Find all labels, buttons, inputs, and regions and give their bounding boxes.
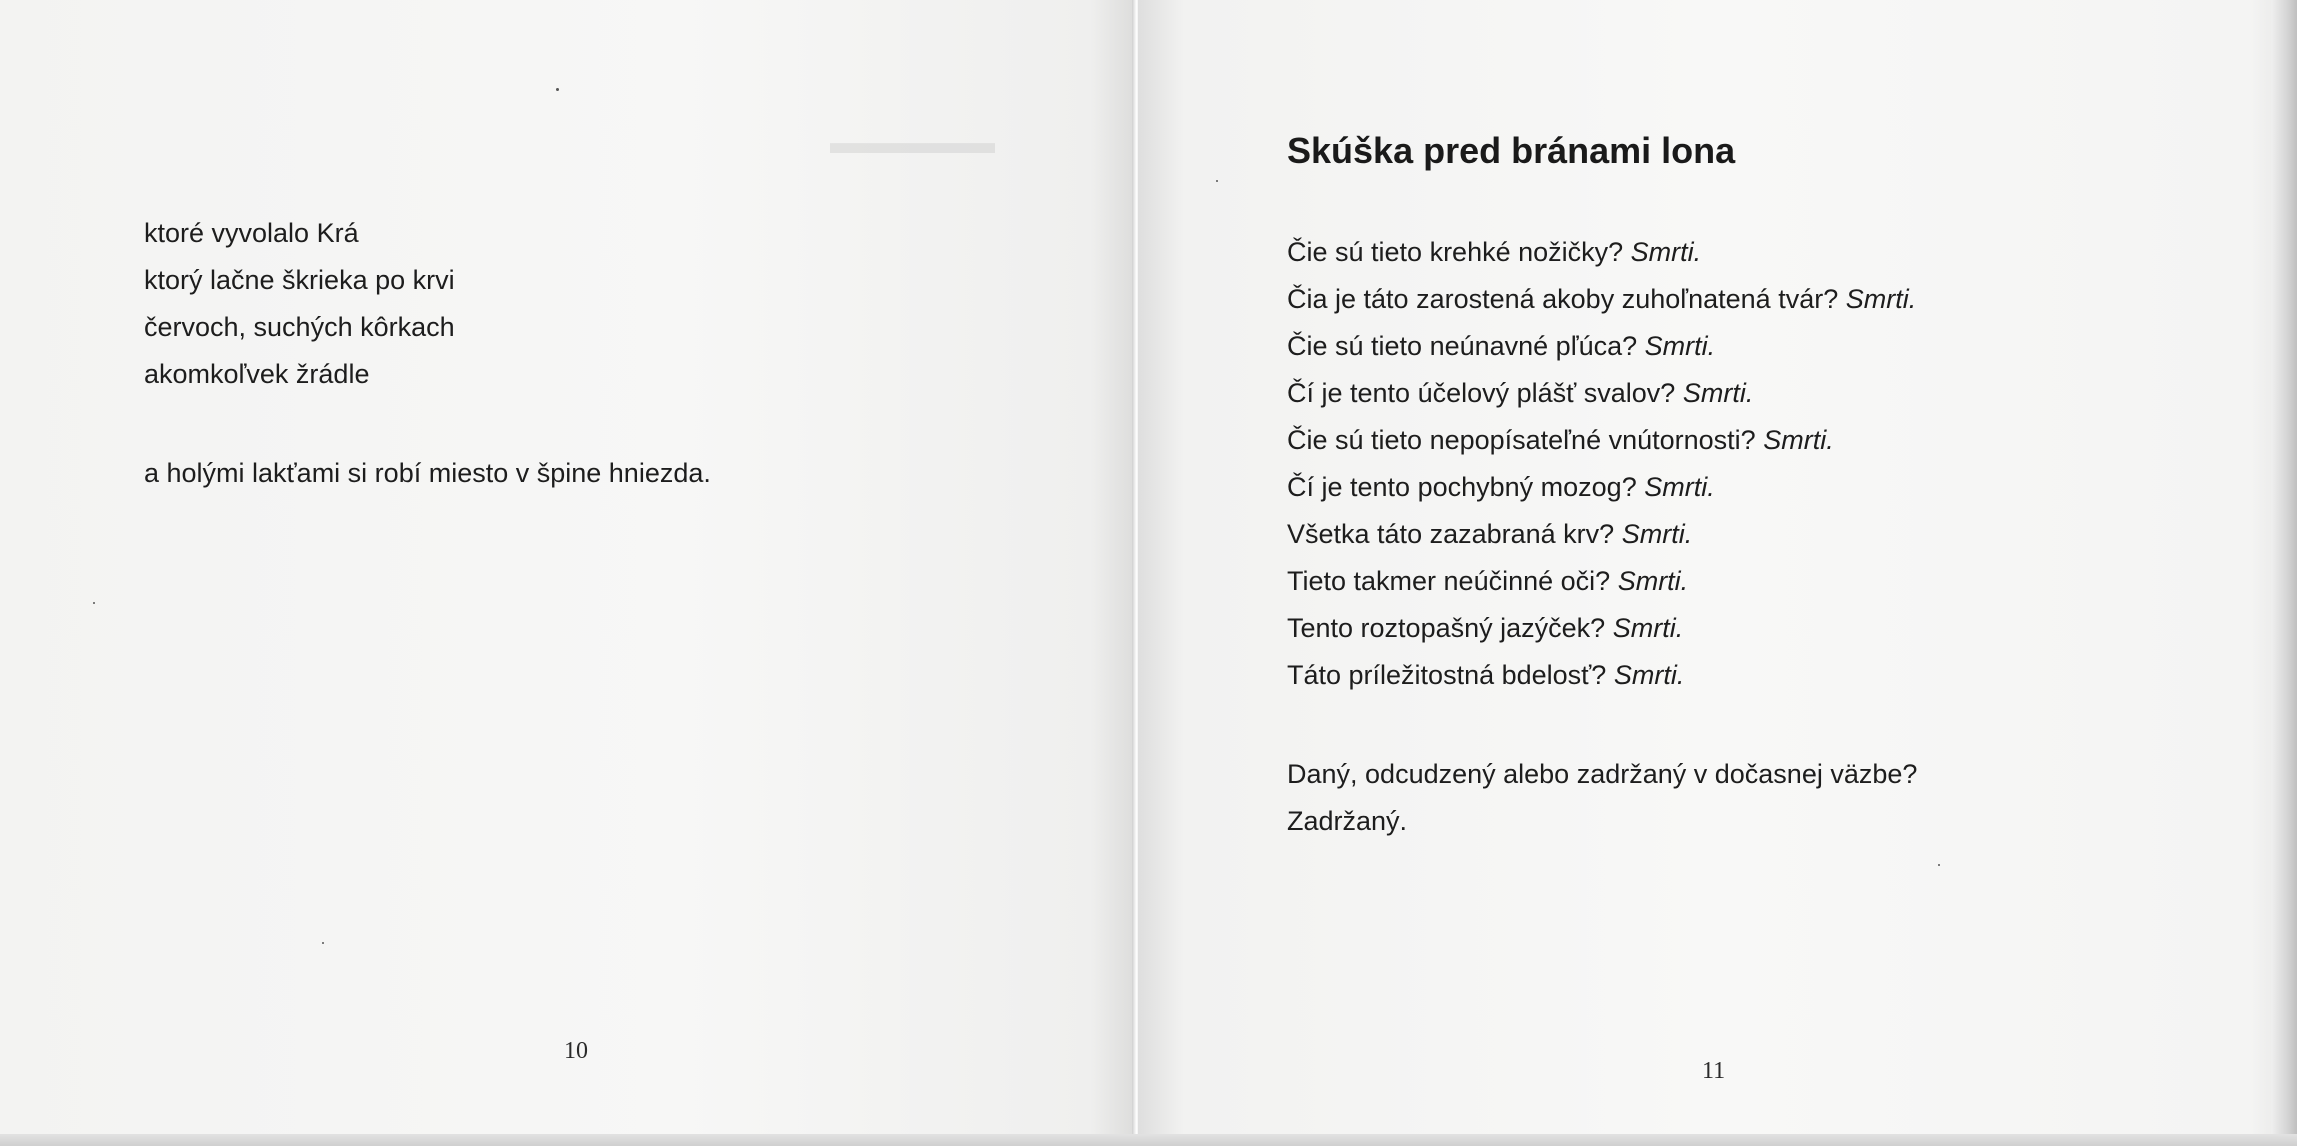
answer-text: Smrti.: [1617, 566, 1689, 596]
paper-speck: [556, 88, 559, 91]
paper-speck: [322, 942, 324, 944]
closing-stanza: [1287, 751, 2147, 845]
poem-line: akomkoľvek žrádle: [144, 359, 370, 389]
poem-line: ktoré vyvolalo Krá: [144, 218, 359, 248]
answer-text: Smrti.: [1621, 519, 1693, 549]
question-text: Čí je tento pochybný mozog?: [1287, 472, 1637, 502]
closing-line: Zadržaný.: [1287, 806, 1408, 836]
bleed-through-decoration: ▬▬▬▬▬: [830, 123, 995, 160]
question-text: Čia je táto zarostená akoby zuhoľnatená tvár?: [1287, 284, 1839, 314]
question-line: [1287, 323, 2147, 370]
answer-text: Smrti.: [1644, 331, 1716, 361]
question-line: [1287, 605, 2147, 652]
paper-speck: [1216, 180, 1218, 182]
paper-speck: [93, 602, 95, 604]
question-line: [1287, 511, 2147, 558]
question-line: [1287, 417, 2147, 464]
question-line: [1287, 558, 2147, 605]
answer-text: Smrti.: [1613, 660, 1685, 690]
question-text: Táto príležitostná bdelosť?: [1287, 660, 1607, 690]
answer-text: Smrti.: [1612, 613, 1684, 643]
question-text: Čie sú tieto neúnavné pľúca?: [1287, 331, 1638, 361]
answer-text: Smrti.: [1682, 378, 1754, 408]
question-line: [1287, 276, 2147, 323]
poem-stanza: [144, 210, 844, 398]
question-text: Čie sú tieto nepopísateľné vnútornosti?: [1287, 425, 1756, 455]
question-text: Čí je tento účelový plášť svalov?: [1287, 378, 1676, 408]
question-text: Všetka táto zazabraná krv?: [1287, 519, 1615, 549]
page-number-left: 10: [564, 1038, 588, 1064]
question-line: [1287, 464, 2147, 511]
page-edge-bottom: [0, 1134, 2297, 1146]
paper-speck: [1938, 864, 1940, 866]
poem-title: Skúška pred bránami lona: [1287, 130, 1736, 171]
page-edge-right: [2271, 0, 2297, 1146]
answer-text: Smrti.: [1763, 425, 1834, 455]
left-page: [0, 0, 1136, 1146]
answer-text: Smrti.: [1630, 237, 1702, 267]
question-list: [1287, 229, 2147, 699]
question-line: [1287, 229, 2147, 276]
question-text: Tento roztopašný jazýček?: [1287, 613, 1606, 643]
answer-text: Smrti.: [1644, 472, 1715, 502]
question-text: Tieto takmer neúčinné oči?: [1287, 566, 1611, 596]
question-line: [1287, 652, 2147, 699]
closing-line: Daný, odcudzený alebo zadržaný v dočasnej väzbe?: [1287, 759, 1918, 789]
page-number-right: 11: [1702, 1058, 1726, 1084]
poem-line: červoch, suchých kôrkach: [144, 312, 455, 342]
question-text: Čie sú tieto krehké nožičky?: [1287, 237, 1624, 267]
poem-line: ktorý lačne škrieka po krvi: [144, 265, 455, 295]
answer-text: Smrti.: [1845, 284, 1917, 314]
poem-final-line: a holými lakťami si robí miesto v špine hniezda.: [144, 458, 711, 488]
question-line: [1287, 370, 2147, 417]
